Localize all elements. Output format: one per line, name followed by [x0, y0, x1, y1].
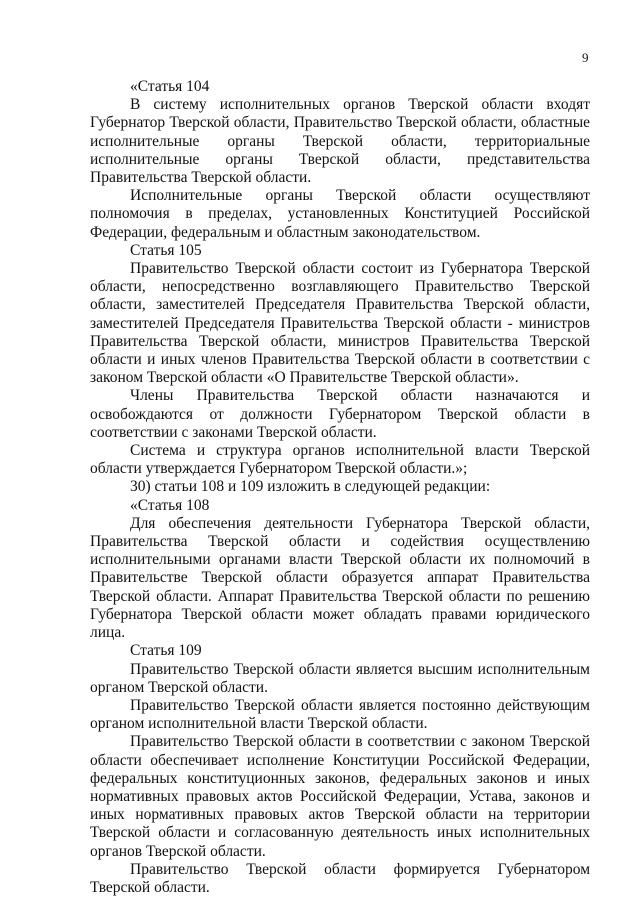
- paragraph: Исполнительные органы Тверской области осуществляют полномочия в пределах, установленных Конституцией Российской Федерации, федеральным и областным законодательством.: [90, 187, 590, 241]
- paragraph: Правительство Тверской области в соответствии с законом Тверской области обеспечивает исполнение Конституции Российской Федерации, федеральных конституционных законов, федеральных законов и иных нормативных правовых актов Российской Федерации, Устава, законов и иных нормативных правовых актов Тверской области на территории Тверской области и согласованную деятельность иных исполнительных органов Тверской области.: [90, 733, 590, 860]
- amendment-item: 30) статьи 108 и 109 изложить в следующей редакции:: [130, 478, 491, 496]
- paragraph: В систему исполнительных органов Тверской области входят Губернатор Тверской области, Правительство Тверской области, областные исполнительные органы Тверской области, территориальные исполнительные органы Тверской области, представительства Правительства Тверской области.: [90, 96, 590, 187]
- article-104-heading: «Статья 104: [130, 78, 210, 95]
- article-109-heading: Статья 109: [130, 642, 202, 660]
- article-105-heading: Статья 105: [130, 241, 202, 259]
- document-body: [90, 78, 590, 897]
- paragraph: Правительство Тверской области формируется Губернатором Тверской области.: [90, 860, 590, 896]
- article-108-heading: «Статья 108: [130, 496, 210, 514]
- paragraph: Правительство Тверской области состоит из Губернатора Тверской области, непосредственно возглавляющего Правительство Тверской области, заместителей Председателя Правительства Тверской области, заместителей Председателя Правительства Тверской области - министров Правительства Тверской области, министров Правительства Тверской области и иных членов Правительства Тверской области в соответствии с законом Тверской области «О Правительстве Тверской области».: [90, 260, 590, 387]
- paragraph: Правительство Тверской области является постоянно действующим органом исполнительной власти Тверской области.: [90, 696, 590, 733]
- paragraph: Система и структура органов исполнительной власти Тверской области утверждается Губернатором Тверской области.»;: [90, 442, 590, 478]
- paragraph: Члены Правительства Тверской области назначаются и освобождаются от должности Губернатором Тверской области в соответствии с законами Тверской области.: [90, 387, 590, 441]
- page-number: 9: [582, 50, 589, 65]
- paragraph: Правительство Тверской области является высшим исполнительным органом Тверской области.: [90, 660, 590, 696]
- paragraph: Для обеспечения деятельности Губернатора Тверской области, Правительства Тверской области и содействия осуществлению исполнительными органами власти Тверской области их полномочий в Правительстве Тверской области образуется аппарат Правительства Тверской области. Аппарат Правительства Тверской области по решению Губернатора Тверской области может обладать правами юридического лица.: [90, 514, 590, 642]
